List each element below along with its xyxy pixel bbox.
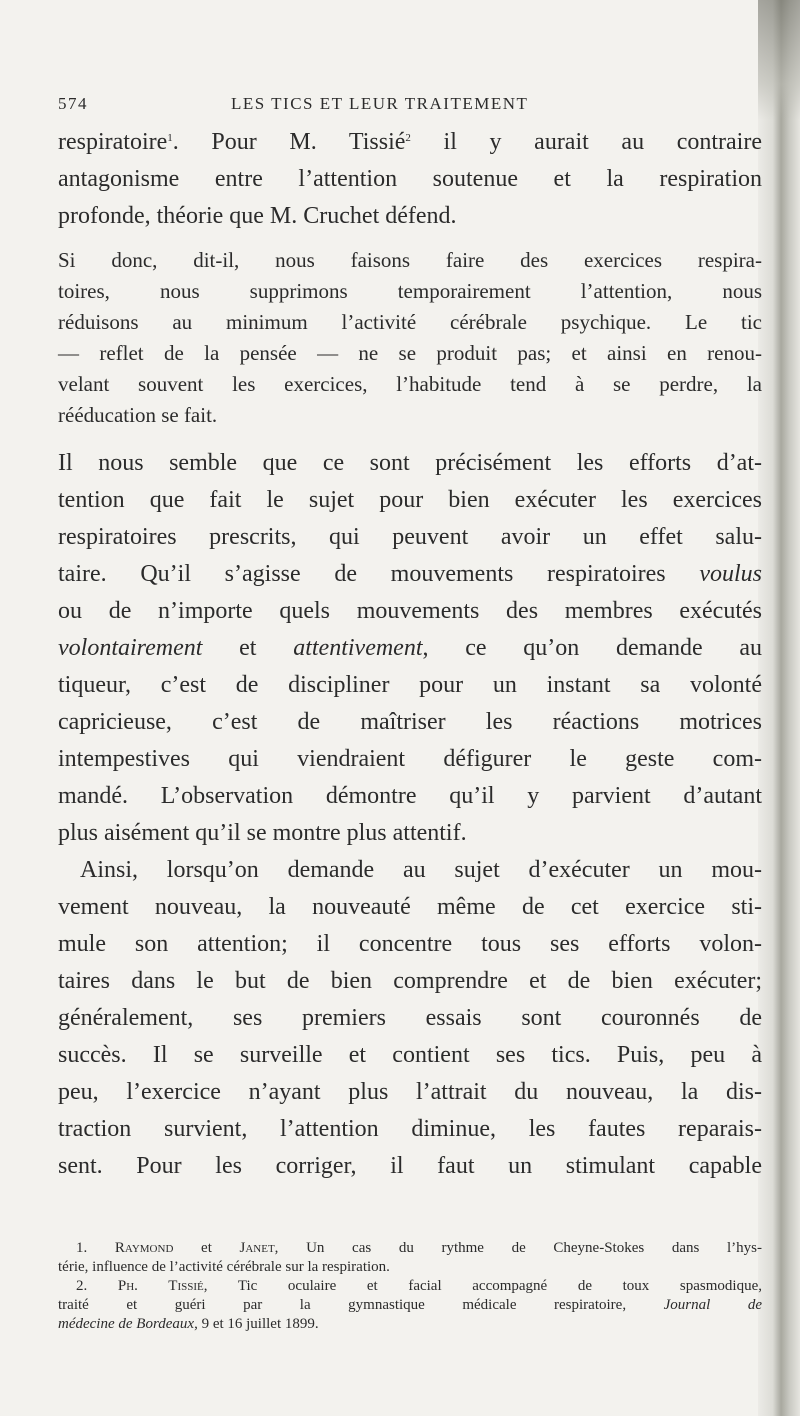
text-line: antagonisme entre l’attention soutenue et la respiration	[58, 166, 762, 192]
paragraph-2	[58, 245, 762, 431]
text-line: vement nouveau, la nouveauté même de cet exercice sti-	[58, 894, 762, 920]
paragraph-1	[58, 120, 762, 235]
text-line: capricieuse, c’est de maîtriser les réactions motrices	[58, 709, 762, 735]
footnote-1-cont: térie, influence de l’activité cérébrale sur la respiration.	[58, 1259, 390, 1275]
text-line: velant souvent les exercices, l’habitude tend à se perdre, la	[58, 372, 762, 396]
page-edge-shadow	[758, 0, 800, 1416]
text-line: taires dans le but de bien comprendre et de bien exécuter;	[58, 968, 762, 994]
page-edge-shadow-top	[758, 0, 800, 120]
paragraph-3	[58, 445, 762, 852]
text-line: peu, l’exercice n’ayant plus l’attrait du nouveau, la dis-	[58, 1079, 762, 1105]
footnote-ref-2: 2	[405, 132, 411, 144]
footnote-ref-1: 1	[167, 132, 173, 144]
text-line: traction survient, l’attention diminue, les fautes reparais-	[58, 1116, 762, 1142]
text-line: généralement, ses premiers essais sont couronnés de	[58, 1005, 762, 1031]
footnote-2-cont: traité et guéri par la gymnastique médicale respiratoire, Journal de	[58, 1297, 762, 1313]
text-line: réduisons au minimum l’activité cérébrale psychique. Le tic	[58, 310, 762, 334]
text-line: rééducation se fait.	[58, 403, 218, 427]
text-line: respiratoire$^1$. Pour M. Tissié$^2$ il y aurait au contraire	[58, 129, 762, 155]
running-title: LES TICS ET LEUR TRAITEMENT	[231, 94, 529, 113]
paragraph-4	[58, 852, 762, 1185]
text-line: mule son attention; il concentre tous ses efforts volon-	[58, 931, 762, 957]
text-line: profonde, théorie que M. Cruchet défend.	[58, 203, 457, 229]
text-line: plus aisément qu’il se montre plus attentif.	[58, 820, 467, 846]
text-line: tention que fait le sujet pour bien exécuter les exercices	[58, 487, 762, 513]
text-line: Si donc, dit-il, nous faisons faire des exercices respira-	[58, 248, 762, 272]
footnote-1: 1. Raymond et Janet, Un cas du rythme de Cheyne-Stokes dans l’hys-	[76, 1240, 762, 1256]
page-number: 574	[58, 94, 88, 113]
text-line: intempestives qui viendraient défigurer le geste com-	[58, 746, 762, 772]
running-header	[58, 94, 748, 118]
text-line: succès. Il se surveille et contient ses tics. Puis, peu à	[58, 1042, 762, 1068]
text-line: — reflet de la pensée — ne se produit pas; et ainsi en renou-	[58, 341, 762, 365]
text-line: respiratoires prescrits, qui peuvent avoir un effet salu-	[58, 524, 762, 550]
body-text	[58, 120, 762, 1185]
text-line: tiqueur, c’est de discipliner pour un instant sa volonté	[58, 672, 762, 698]
text-line: sent. Pour les corriger, il faut un stimulant capable	[58, 1153, 762, 1179]
text-line: Il nous semble que ce sont précisément les efforts d’at-	[58, 450, 762, 476]
text-line: taire. Qu’il s’agisse de mouvements respiratoires voulus	[58, 561, 762, 587]
footnote-2-cont2: médecine de Bordeaux, 9 et 16 juillet 1899.	[58, 1316, 319, 1332]
text-line: mandé. L’observation démontre qu’il y parvient d’autant	[58, 783, 762, 809]
footnotes	[58, 1239, 762, 1334]
text-line: ou de n’importe quels mouvements des membres exécutés	[58, 598, 762, 624]
text-line: Ainsi, lorsqu’on demande au sujet d’exécuter un mou-	[80, 857, 762, 883]
footnote-2: 2. Ph. Tissié, Tic oculaire et facial accompagné de toux spasmodique,	[76, 1278, 762, 1294]
text-line: volontairement et attentivement, ce qu’on demande au	[58, 635, 763, 661]
text-line: toires, nous supprimons temporairement l’attention, nous	[58, 279, 762, 303]
